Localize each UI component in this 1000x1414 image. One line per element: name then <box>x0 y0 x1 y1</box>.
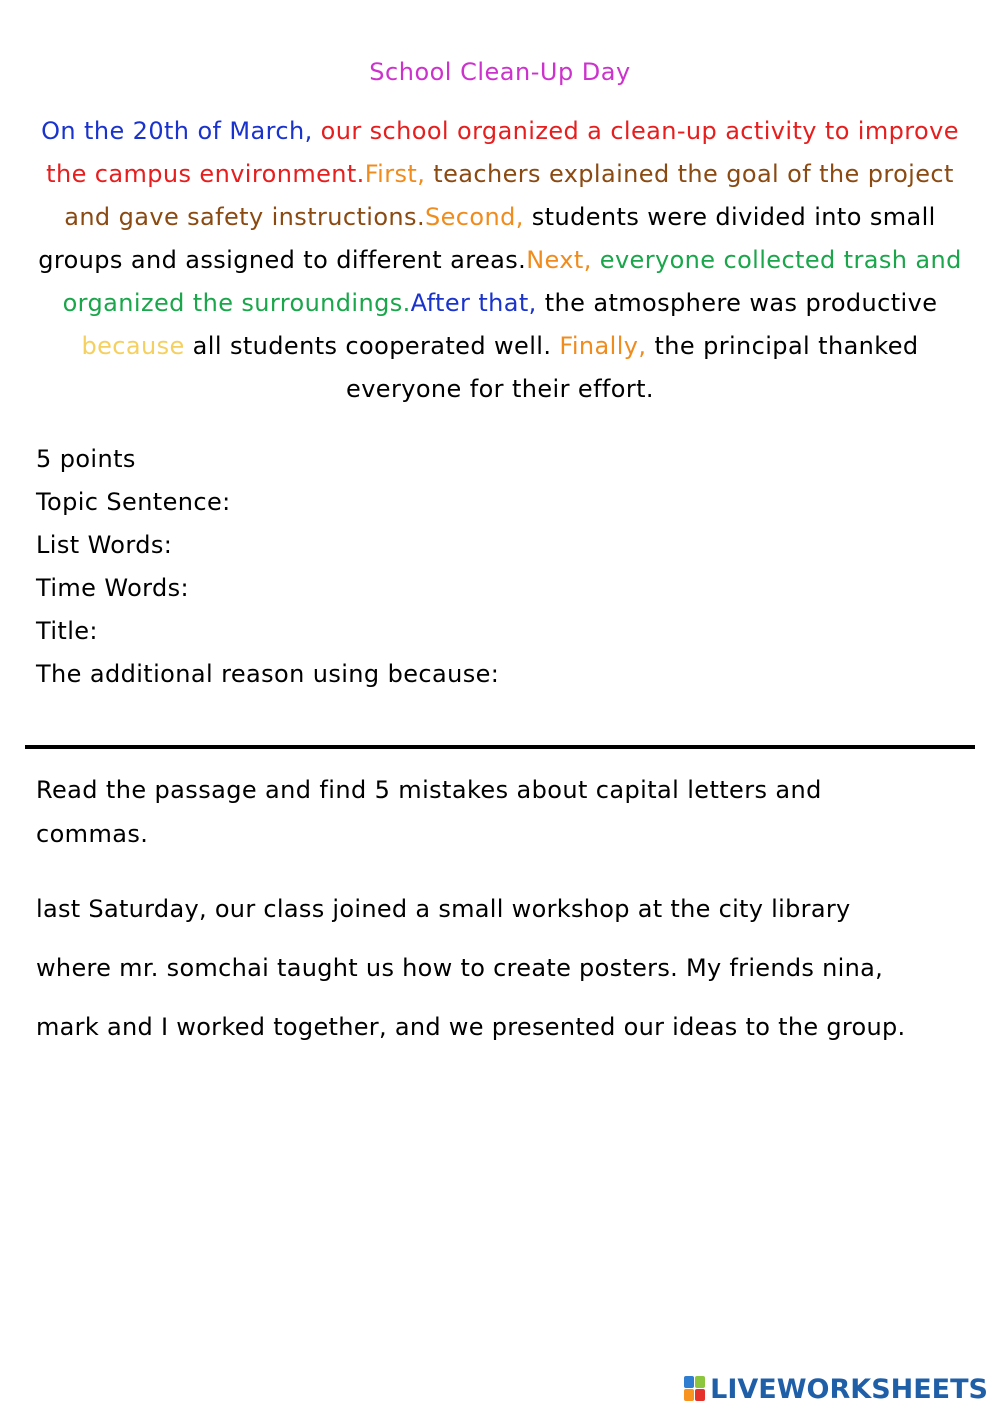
logo-square <box>684 1389 694 1401</box>
passage-segment: Finally, <box>559 332 647 360</box>
exercise-line: mark and I worked together, and we presented our ideas to the group. <box>36 1013 906 1041</box>
logo-square <box>695 1376 705 1388</box>
document-title: School Clean-Up Day <box>369 58 631 86</box>
section-divider <box>25 745 975 749</box>
passage-segment: because <box>81 332 185 360</box>
liveworksheets-logo <box>684 1372 988 1406</box>
passage-segment: the principal thanked everyone for their effort. <box>346 332 919 403</box>
passage-segment: all students cooperated well. <box>184 332 560 360</box>
passage-segment: teachers explained the goal of the project and gave safety instructions. <box>64 160 954 231</box>
logo-text: LIVEWORKSHEETS <box>710 1373 988 1405</box>
question-item: Topic Sentence: <box>36 488 231 516</box>
question-item: List Words: <box>36 531 173 559</box>
passage-segment: our school organized a clean-up activity to improve the campus environment. <box>46 117 959 188</box>
question-item: The additional reason using because: <box>36 660 500 688</box>
passage-segment: First, <box>364 160 426 188</box>
question-item: Time Words: <box>36 574 190 602</box>
passage-segment: On the 20th of March, <box>41 117 313 145</box>
question-item: 5 points <box>36 445 136 473</box>
liveworksheets-logo-icon <box>684 1376 706 1402</box>
passage-segment: everyone collected trash and organized the surroundings. <box>62 246 962 317</box>
passage-segment: students were divided into small groups and assigned to different areas. <box>38 203 936 274</box>
passage-segment: Next, <box>526 246 592 274</box>
exercise-passage <box>36 880 986 1057</box>
exercise-line: where mr. somchai taught us how to create posters. My friends nina, <box>36 954 884 982</box>
logo-square <box>684 1376 694 1388</box>
logo-square <box>695 1389 705 1401</box>
exercise-instruction: Read the passage and find 5 mistakes about capital letters and commas. <box>36 776 822 848</box>
passage-segment: Second, <box>424 203 524 231</box>
passage-segment: After that, <box>410 289 537 317</box>
question-list <box>36 438 936 696</box>
passage-segment: the atmosphere was productive <box>536 289 938 317</box>
reading-passage <box>28 110 972 411</box>
exercise-line: last Saturday, our class joined a small workshop at the city library <box>36 895 851 923</box>
question-item: Title: <box>36 617 98 645</box>
